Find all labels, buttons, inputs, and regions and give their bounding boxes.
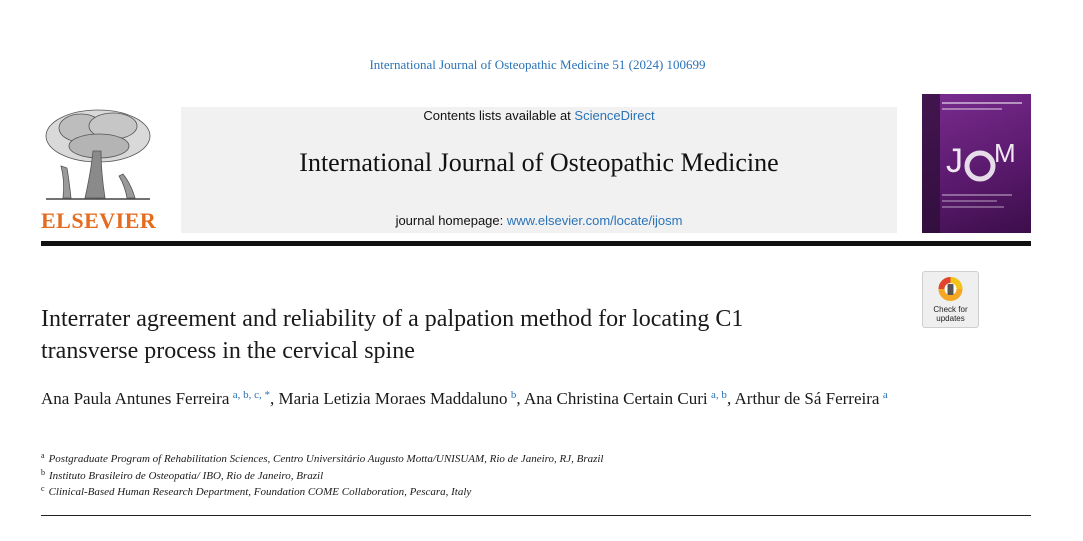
article-title-line1: Interrater agreement and reliability of a palpation method for locating C1 (41, 306, 744, 332)
author-affil-ref[interactable]: a (882, 389, 888, 401)
journal-cover-image[interactable] (922, 94, 1031, 233)
citation-link[interactable]: International Journal of Osteopathic Medicine 51 (2024) 100699 (369, 57, 706, 72)
elsevier-wordmark: ELSEVIER (41, 208, 157, 233)
author-affil-ref[interactable]: b (510, 389, 517, 401)
contents-line (181, 108, 897, 123)
article-title (41, 303, 921, 367)
homepage-prefix: journal homepage: (395, 213, 507, 228)
journal-citation (0, 57, 1075, 73)
affiliation-item: $^c$ Clinical-Based Human Research Department, Foundation COME Collaboration, Pescara, Italy (41, 484, 472, 498)
affiliation-list (41, 451, 921, 501)
cover-letter-m: M (994, 138, 1016, 168)
author-name[interactable]: Ana Paula Antunes Ferreira (41, 389, 230, 408)
affiliation-item: $^b$ Instituto Brasileiro de Osteopatia/ IBO, Rio de Janeiro, Brazil (41, 467, 324, 482)
homepage-line (181, 213, 897, 228)
sciencedirect-link[interactable]: ScienceDirect (574, 108, 655, 123)
tree-icon (41, 106, 155, 206)
cover-letter-j: J (946, 142, 963, 180)
author-name[interactable]: Maria Letizia Moraes Maddaluno (278, 389, 508, 408)
journal-title: International Journal of Osteopathic Medicine (299, 148, 779, 177)
author-affil-ref[interactable]: a, b (711, 389, 727, 401)
header-divider (41, 241, 1031, 246)
homepage-link[interactable]: www.elsevier.com/locate/ijosm (506, 213, 683, 228)
cover-art-icon (922, 94, 1031, 233)
contents-prefix: Contents lists available at (423, 108, 575, 123)
article-title-line2: transverse process in the cervical spine (41, 338, 415, 364)
check-for-updates-button[interactable] (922, 271, 979, 328)
author-name[interactable]: Arthur de Sá Ferreira (734, 389, 880, 408)
crossmark-icon (923, 272, 978, 305)
author-name[interactable]: Ana Christina Certain Curi (523, 389, 708, 408)
author-affil-ref[interactable]: a, b, c, * (232, 389, 271, 401)
footer-divider (41, 515, 1031, 516)
author-list: Ana Paula Antunes Ferreira $^{a, b, c, *}$, Maria Letizia Moraes Maddaluno $^b$, Ana Christina Certain Curi $^{a, b}$, Arthur de Sá Ferreira $^a$ (41, 389, 888, 408)
check-for-updates-label: Check for updates (933, 305, 968, 323)
affiliation-item: $^a$ Postgraduate Program of Rehabilitation Sciences, Centro Universitário Augusto Motta/UNISUAM, Rio de Janeiro, RJ, Brazil (41, 451, 604, 465)
